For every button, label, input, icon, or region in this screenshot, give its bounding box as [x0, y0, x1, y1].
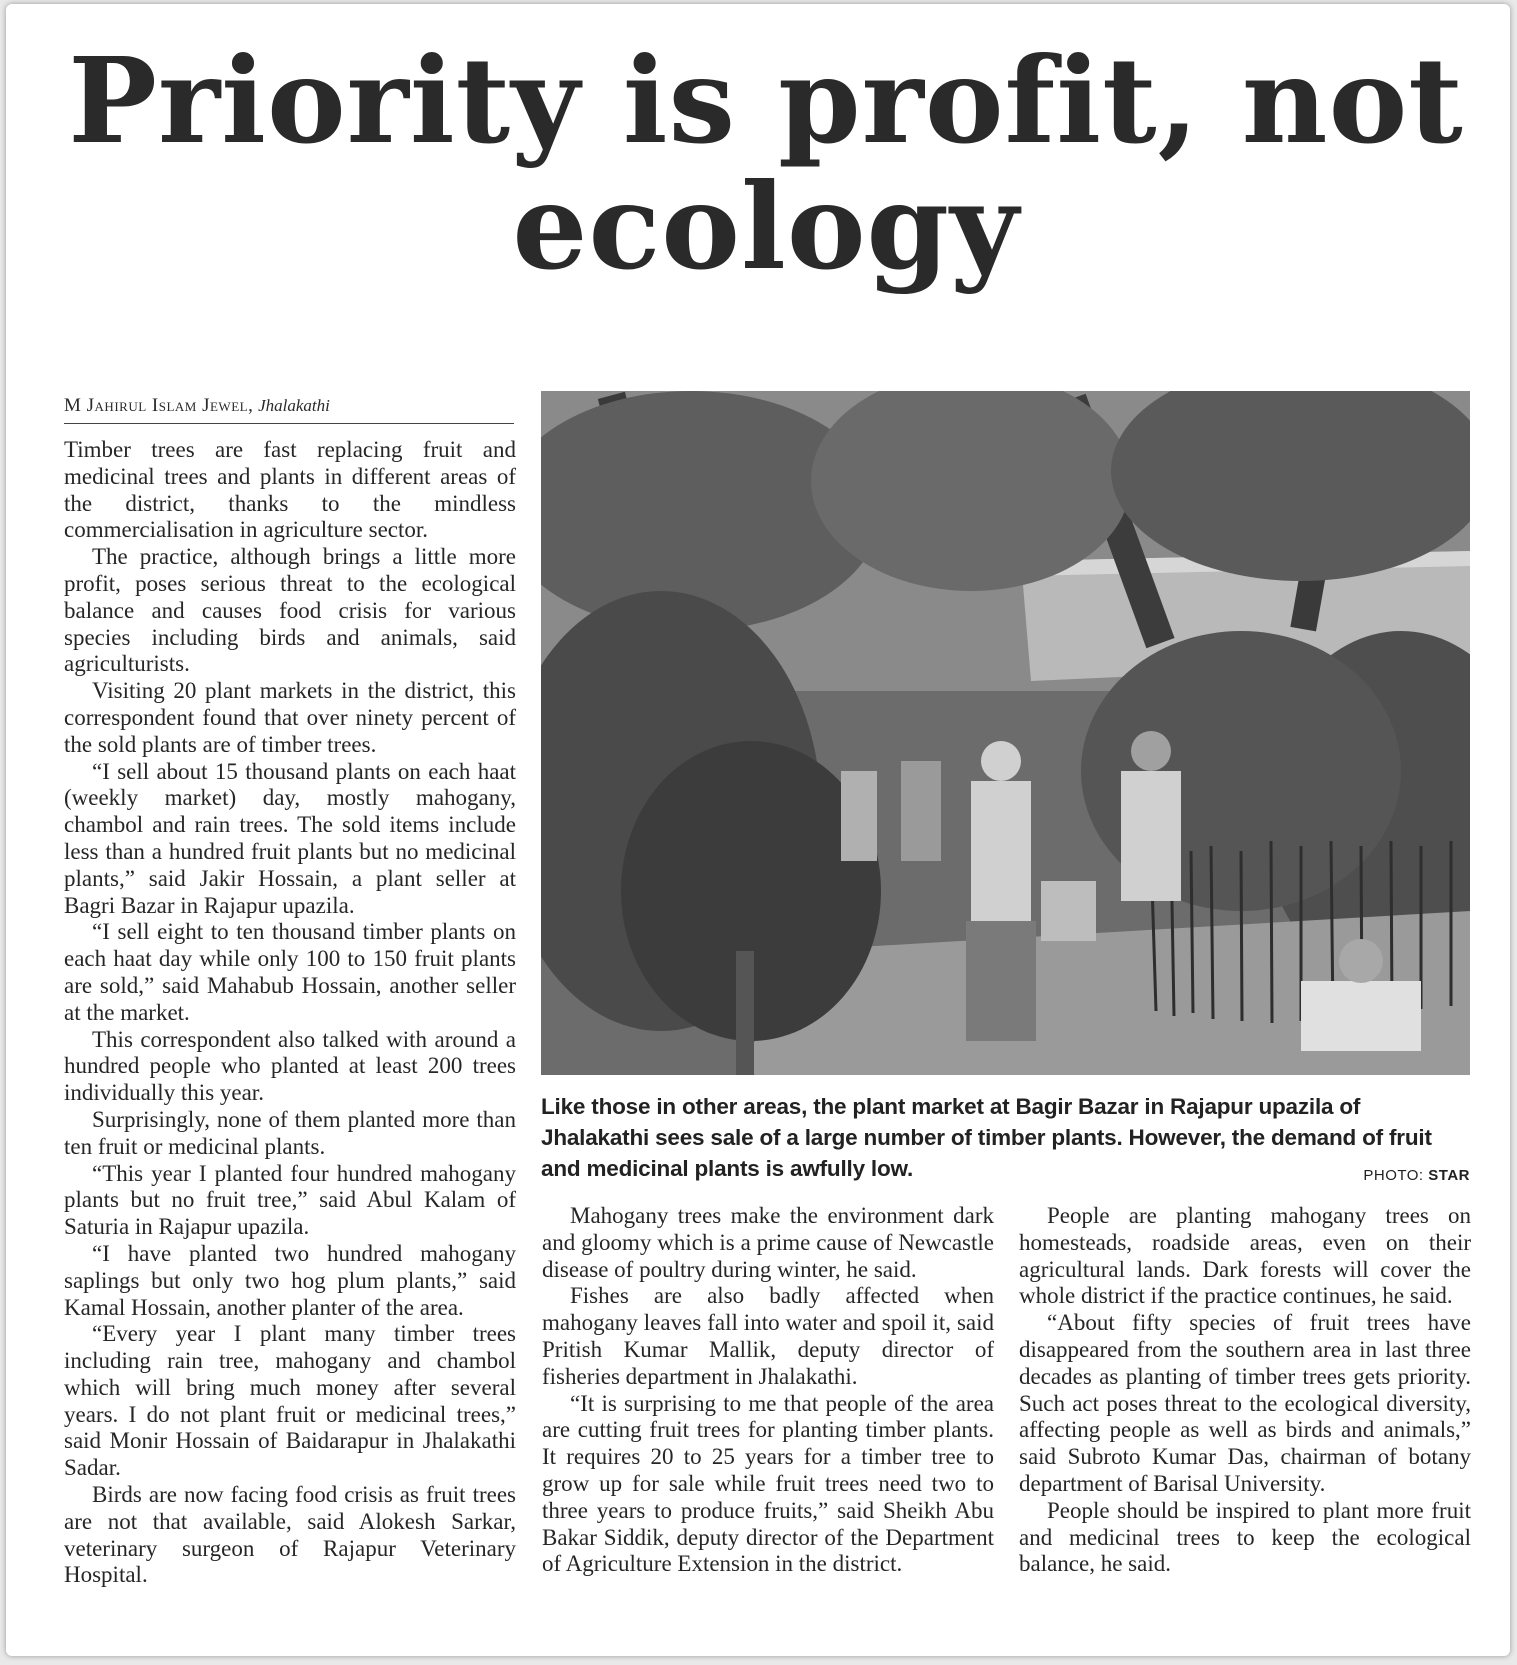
- paragraph: “It is surprising to me that people of the area are cutting fruit trees for planting timber plants. It requires 20 to 25 years for a timber tree to grow up for sale while fruit trees need two to three years to produce fruits,” said Sheikh Abu Bakar Siddik, deputy director of the Department of Agriculture Extension in the district.: [542, 1390, 994, 1577]
- paragraph: This correspondent also talked with around a hundred people who planted at least 200 trees individually this year.: [64, 1026, 516, 1106]
- paragraph: People are planting mahogany trees on homesteads, roadside areas, even on their agricultural lands. Dark forests will cover the whole district if the practice continues, he said.: [1019, 1203, 1471, 1309]
- paragraph: “This year I planted four hundred mahogany plants but no fruit tree,” said Abul Kalam of Saturia in Rajapur upazila.: [64, 1160, 516, 1240]
- paragraph: “I have planted two hundred mahogany saplings but only two hog plum plants,” said Kamal Hossain, another planter of the area.: [64, 1240, 516, 1320]
- byline-author: M Jahirul Islam Jewel,: [64, 395, 254, 416]
- byline: [64, 395, 514, 424]
- photo-credit-label: PHOTO:: [1363, 1167, 1424, 1184]
- photo-credit: [1206, 1167, 1470, 1184]
- paragraph: Mahogany trees make the environment dark and gloomy which is a prime cause of Newcastle disease of poultry during winter, he said.: [542, 1203, 994, 1282]
- paragraph: “I sell eight to ten thousand timber plants on each haat day while only 100 to 150 fruit plants are sold,” said Mahabub Hossain, another seller at the market.: [64, 919, 516, 1025]
- paragraph: “I sell about 15 thousand plants on each haat (weekly market) day, mostly mahogany, chambol and rain trees. The sold items include less than a hundred fruit plants but no medicinal plants,” said Jakir Hossain, a plant seller at Bagri Bazar in Rajapur upazila.: [64, 758, 516, 918]
- article-column-2: [542, 1203, 994, 1578]
- paragraph: “Every year I plant many timber trees including rain tree, mahogany and chambol which will bring much money after several years. I do not plant fruit or medicinal trees,” said Monir Hossain of Baidarapur in Jhalakathi Sadar.: [64, 1321, 516, 1481]
- newspaper-clipping: [6, 4, 1510, 1656]
- plant-market-photo: [541, 391, 1470, 1075]
- headline: Priority is profit, not ecology: [68, 31, 1464, 296]
- article-column-3: [1019, 1203, 1471, 1578]
- paragraph: Timber trees are fast replacing fruit and medicinal trees and plants in different areas of the district, thanks to the mindless commercialisation in agriculture sector.: [64, 437, 516, 543]
- paragraph: Fishes are also badly affected when mahogany leaves fall into water and spoil it, said Pritish Kumar Mallik, deputy director of fisheries department in Jhalakathi.: [542, 1283, 994, 1389]
- article-column-1: [64, 437, 516, 1589]
- byline-place: Jhalakathi: [258, 396, 330, 415]
- paragraph: Visiting 20 plant markets in the district, this correspondent found that over ninety percent of the sold plants are of timber trees.: [64, 678, 516, 757]
- paragraph: The practice, although brings a little more profit, poses serious threat to the ecological balance and causes food crisis for various species including birds and animals, said agriculturists.: [64, 544, 516, 677]
- photo-illustration: [541, 391, 1470, 1075]
- photo-caption: Like those in other areas, the plant market at Bagir Bazar in Rajapur upazila of Jhalakathi sees sale of a large number of timber plants. However, the demand of fruit and medicinal plants is awfully low.: [541, 1094, 1432, 1181]
- paragraph: “About fifty species of fruit trees have disappeared from the southern area in last three decades as planting of timber trees gets priority. Such act poses threat to the ecological diversity, affecting people as well as birds and animals,” said Subroto Kumar Das, chairman of botany department of Barisal University.: [1019, 1310, 1471, 1496]
- paragraph: Birds are now facing food crisis as fruit trees are not that available, said Alokesh Sarkar, veterinary surgeon of Rajapur Veterinary Hospital.: [64, 1482, 516, 1588]
- photo-credit-source: STAR: [1428, 1167, 1470, 1184]
- paragraph: Surprisingly, none of them planted more than ten fruit or medicinal plants.: [64, 1106, 516, 1159]
- paragraph: People should be inspired to plant more fruit and medicinal trees to keep the ecological balance, he said.: [1019, 1497, 1471, 1577]
